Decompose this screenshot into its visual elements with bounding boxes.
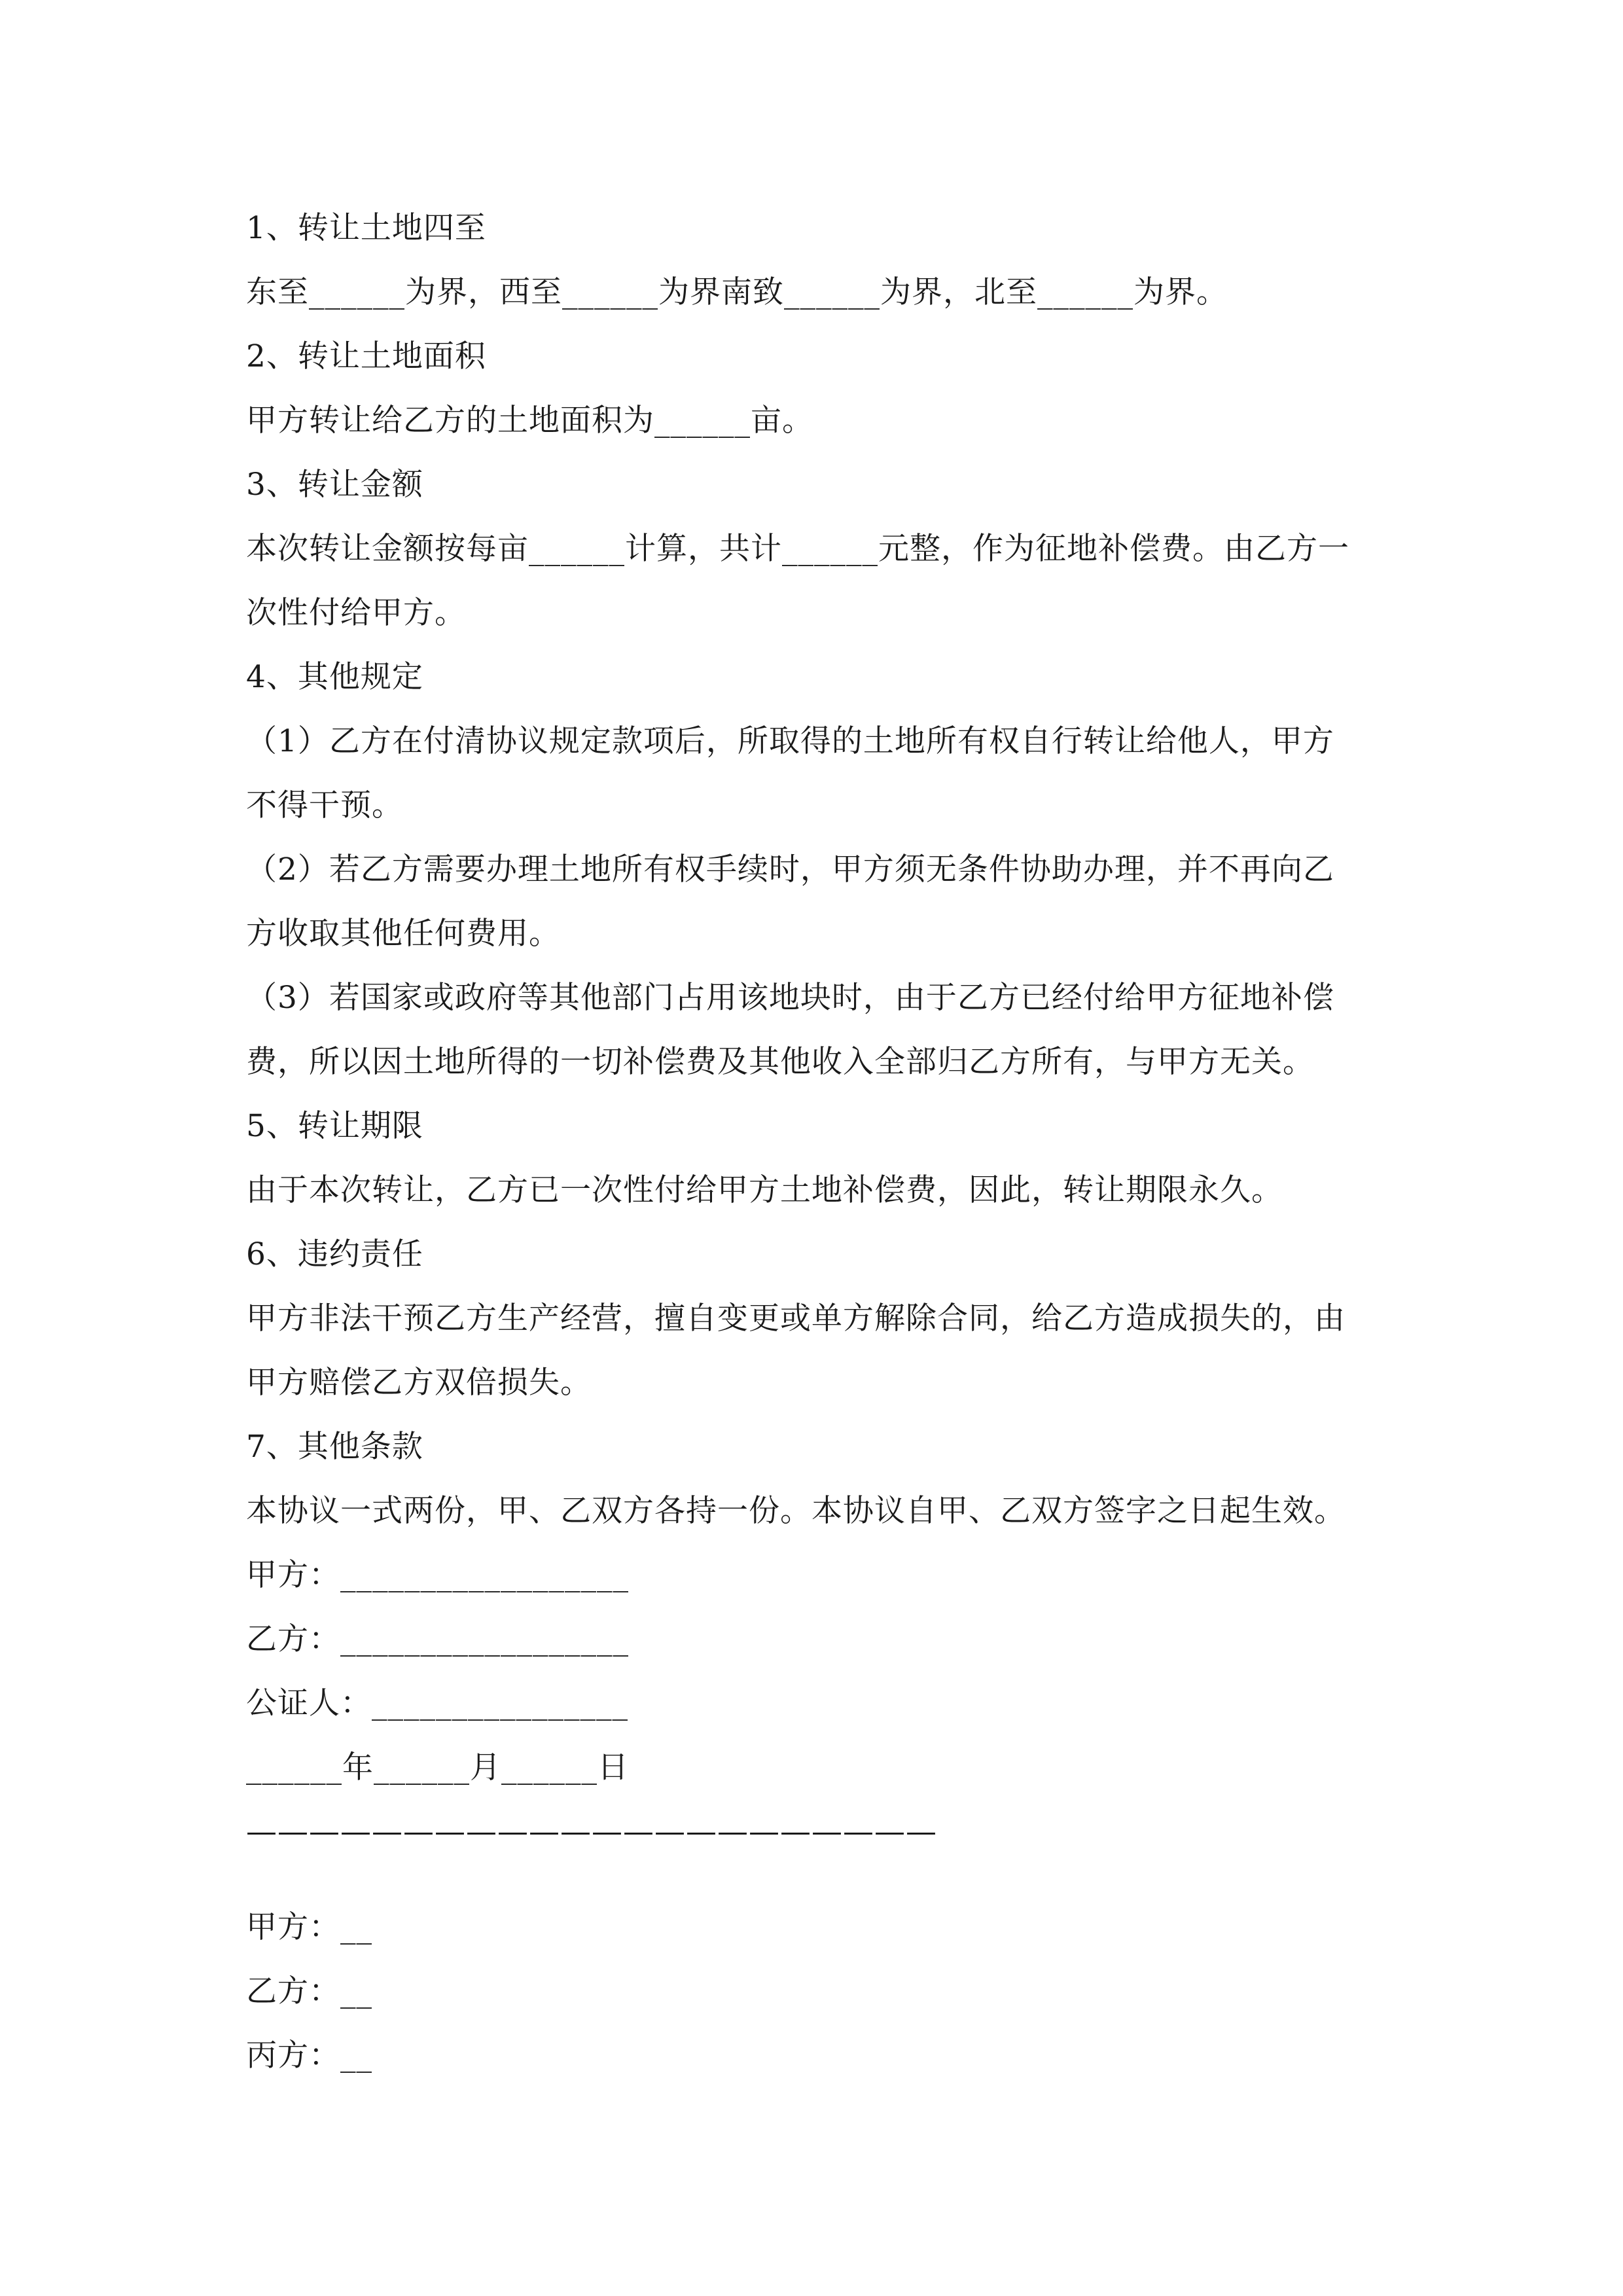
rule-3-line-2: 费，所以因土地所得的一切补偿费及其他收入全部归乙方所有，与甲方无关。 bbox=[246, 1044, 1314, 1080]
section-heading-other-terms: 7、其他条款 bbox=[246, 1429, 423, 1465]
section-heading-other-rules: 4、其他规定 bbox=[246, 659, 423, 695]
paragraph-boundaries: 东至______为界，西至______为界南致______为界，北至______为界。 bbox=[246, 274, 1228, 310]
separator-line: —————————————————————— bbox=[246, 1814, 937, 1850]
section-heading-amount: 3、转让金额 bbox=[246, 467, 423, 503]
paragraph-term: 由于本次转让，乙方已一次性付给甲方土地补偿费，因此，转让期限永久。 bbox=[246, 1172, 1283, 1208]
signature-party-a: 甲方：__ bbox=[246, 1909, 372, 1945]
paragraph-area: 甲方转让给乙方的土地面积为______亩。 bbox=[246, 403, 813, 439]
rule-3-line-1: （3）若国家或政府等其他部门占用该地块时，由于乙方已经付给甲方征地补偿 bbox=[246, 980, 1334, 1016]
document-body bbox=[246, 196, 1424, 2088]
date-line: ______年______月______日 bbox=[246, 1749, 629, 1785]
signature-party-b: 乙方：__ bbox=[246, 1973, 372, 2009]
rule-1-line-2: 不得干预。 bbox=[246, 787, 403, 823]
party-b-signature-line: 乙方：__________________ bbox=[246, 1621, 629, 1657]
section-heading-land-boundaries: 1、转让土地四至 bbox=[246, 210, 486, 246]
section-heading-term: 5、转让期限 bbox=[246, 1108, 423, 1144]
rule-2-line-2: 方收取其他任何费用。 bbox=[246, 916, 560, 952]
paragraph-amount-line-2: 次性付给甲方。 bbox=[246, 595, 466, 631]
paragraph-amount-line-1: 本次转让金额按每亩______计算，共计______元整，作为征地补偿费。由乙方一 bbox=[246, 531, 1349, 567]
section-heading-liability: 6、违约责任 bbox=[246, 1236, 423, 1272]
paragraph-liability-line-2: 甲方赔偿乙方双倍损失。 bbox=[246, 1365, 592, 1401]
spacer bbox=[246, 1864, 1424, 1895]
party-a-signature-line: 甲方：__________________ bbox=[246, 1557, 629, 1593]
notary-signature-line: 公证人：________________ bbox=[246, 1685, 628, 1721]
signature-party-c: 丙方：__ bbox=[246, 2037, 372, 2073]
rule-1-line-1: （1）乙方在付清协议规定款项后，所取得的土地所有权自行转让给他人，甲方 bbox=[246, 723, 1334, 759]
section-heading-land-area: 2、转让土地面积 bbox=[246, 338, 486, 374]
rule-2-line-1: （2）若乙方需要办理土地所有权手续时，甲方须无条件协助办理，并不再向乙 bbox=[246, 852, 1334, 888]
paragraph-liability-line-1: 甲方非法干预乙方生产经营，擅自变更或单方解除合同，给乙方造成损失的，由 bbox=[246, 1300, 1346, 1336]
paragraph-other-terms: 本协议一式两份，甲、乙双方各持一份。本协议自甲、乙双方签字之日起生效。 bbox=[246, 1493, 1346, 1529]
